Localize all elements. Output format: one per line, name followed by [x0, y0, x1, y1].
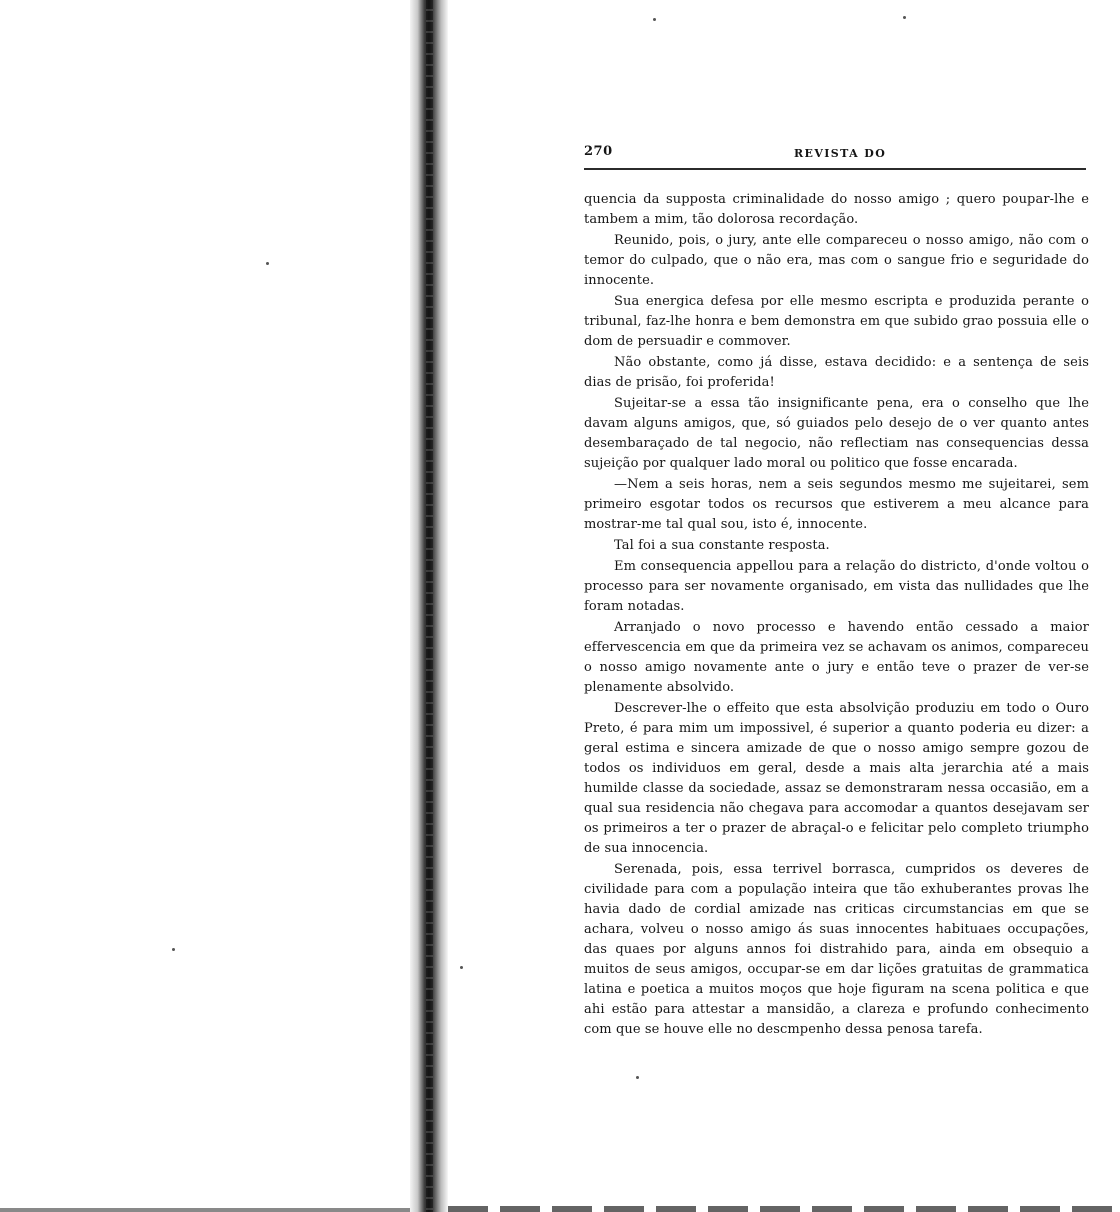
paragraph: Em consequencia appellou para a relação do districto, d'onde voltou o processo para ser novamente organisado, em vista das nullidades que lhe foram notadas.: [584, 559, 1089, 614]
running-title: REVISTA DO: [794, 147, 887, 160]
page-bottom-edge-left: [0, 1208, 410, 1212]
paragraph: Reunido, pois, o jury, ante elle compareceu o nosso amigo, não com o temor do culpado, que o não era, mas com o sangue frio e seguridade do innocente.: [584, 233, 1089, 288]
paragraph: —Nem a seis horas, nem a seis segundos mesmo me sujeitarei, sem primeiro esgotar todos os recursos que estiverem a meu alcance para mostrar-me tal qual sou, isto é, innocente.: [584, 477, 1089, 532]
scan-speck: [266, 262, 269, 265]
scan-speck: [653, 18, 656, 21]
page-number: 270: [584, 144, 613, 159]
scan-speck: [903, 16, 906, 19]
body-text: [584, 190, 1089, 1040]
book-page: [584, 138, 1089, 1041]
paragraph: quencia da supposta criminalidade do nosso amigo ; quero poupar-lhe e tambem a mim, tão dolorosa recordação.: [584, 192, 1089, 227]
scan-speck: [460, 966, 463, 969]
page-bottom-edge: [448, 1206, 1120, 1212]
book-spine-stripe: [426, 0, 433, 1212]
paragraph: Sua energica defesa por elle mesmo escripta e produzida perante o tribunal, faz-lhe honra e bem demonstra em que subido grao possuia elle o dom de persuadir e commover.: [584, 294, 1089, 349]
scan-speck: [636, 1076, 639, 1079]
paragraph: Tal foi a sua constante resposta.: [614, 538, 830, 553]
running-head: [584, 138, 1089, 168]
paragraph: Descrever-lhe o effeito que esta absolvição produziu em todo o Ouro Preto, é para mim um impossivel, é superior a quanto poderia eu dizer: a geral estima e sincera amizade de que o nosso amigo sempre gozou de todos os individuos em geral, desde a mais alta jerarchia até a mais humilde classe da sociedade, assaz se demonstraram nessa occasião, em a qual sua residencia não chegava para accomodar a quantos desejavam ser os primeiros a ter o prazer de abraçal-o e felicitar pelo completo triumpho de sua innocencia.: [584, 701, 1089, 856]
scan-speck: [172, 948, 175, 951]
paragraph: Sujeitar-se a essa tão insignificante pena, era o conselho que lhe davam alguns amigos, que, só guiados pelo desejo de o ver quanto antes desembaraçado de tal negocio, não reflectiam nas consequencias dessa sujeição por qualquer lado moral ou politico que fosse encarada.: [584, 396, 1089, 471]
header-rule: [584, 168, 1086, 170]
facing-page-blank: [0, 0, 410, 1212]
paragraph: Não obstante, como já disse, estava decidido: e a sentença de seis dias de prisão, foi proferida!: [584, 355, 1089, 390]
paragraph: Serenada, pois, essa terrivel borrasca, cumpridos os deveres de civilidade para com a população inteira que tão exhuberantes provas lhe havia dado de cordial amizade nas criticas circumstancias em que se achara, volveu o nosso amigo ás suas innocentes habituaes occupações, das quaes por alguns annos foi distrahido para, ainda em obsequio a muitos de seus amigos, occupar-se em dar lições gratuitas de grammatica latina e poetica a muitos moços que hoje figuram na scena politica e que ahi estão para attestar a mansidão, a clareza e profundo conhecimento com que se houve elle no descmpenho dessa penosa tarefa.: [584, 862, 1089, 1037]
paragraph: Arranjado o novo processo e havendo então cessado a maior effervescencia em que da primeira vez se achavam os animos, compareceu o nosso amigo novamente ante o jury e então teve o prazer de ver-se plenamente absolvido.: [584, 620, 1089, 695]
